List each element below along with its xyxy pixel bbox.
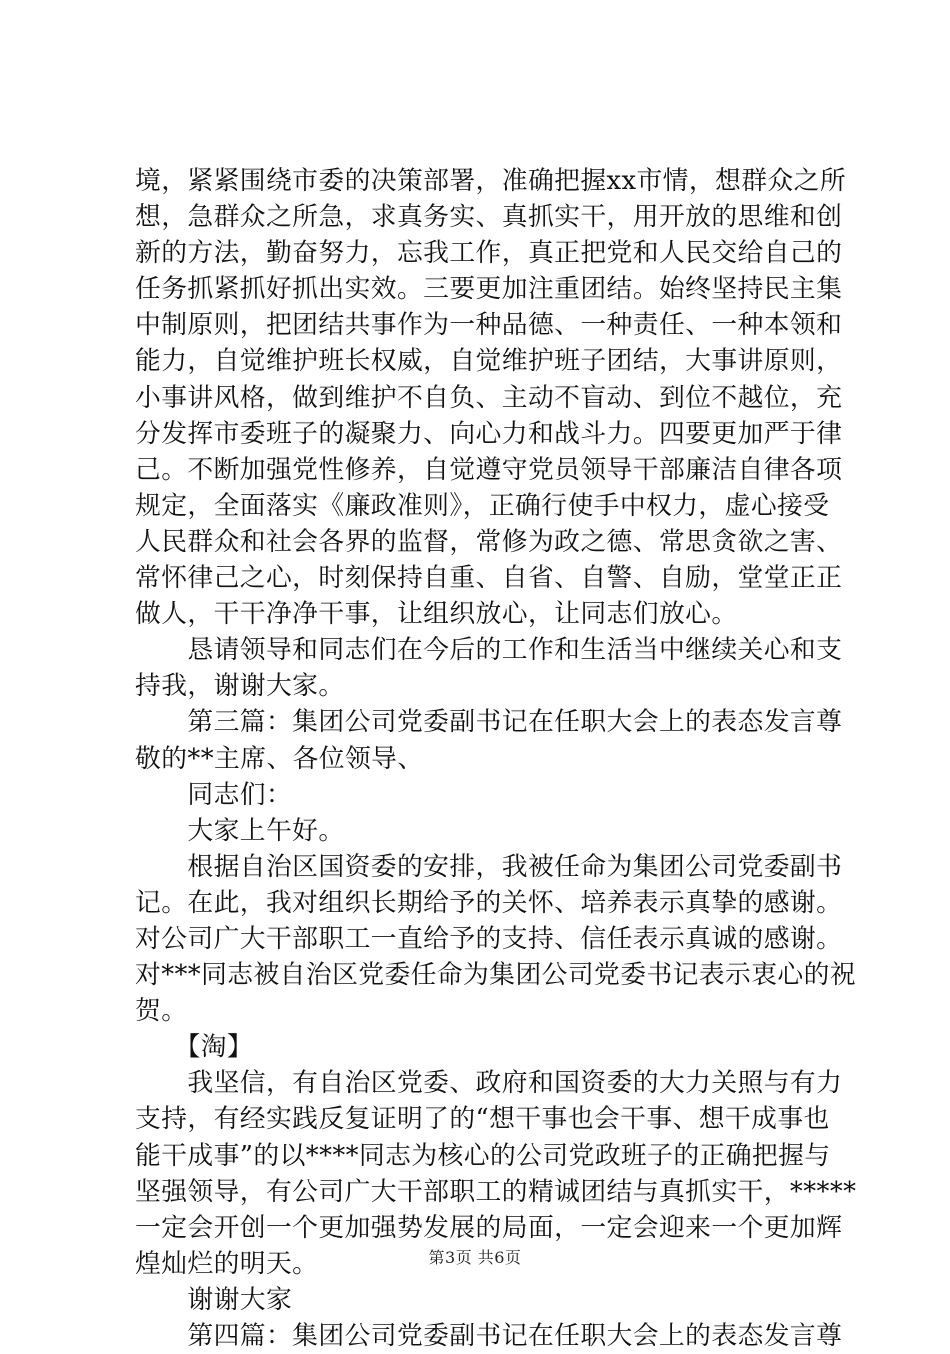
text-line: 分发挥市委班子的凝聚力、向心力和战斗力。四要更加严于律 xyxy=(135,418,843,449)
text-line: 任务抓紧抓好抓出实效。三要更加注重团结。始终坚持民主集 xyxy=(135,274,843,305)
closing-line: 谢谢大家 xyxy=(135,1284,293,1315)
greeting-line: 大家上午好。 xyxy=(135,815,345,846)
text-line: 记。在此，我对组织长期给予的关怀、培养表示真挚的感谢。 xyxy=(135,887,843,918)
bracket-tag-line: 【淘】 xyxy=(135,1032,254,1063)
text-line: 我坚信，有自治区党委、政府和国资委的大力关照与有力 xyxy=(135,1068,843,1099)
text-line: 一定会开创一个更加强势发展的局面，一定会迎来一个更加辉 xyxy=(135,1212,843,1243)
text-line: 常怀律己之心，时刻保持自重、自省、自警、自励，堂堂正正 xyxy=(135,563,843,594)
section-heading-line: 第三篇：集团公司党委副书记在任职大会上的表态发言尊 xyxy=(135,707,843,738)
text-line: 人民群众和社会各界的监督，常修为政之德、常思贪欲之害、 xyxy=(135,526,843,557)
text-line: 煌灿烂的明天。 xyxy=(135,1248,319,1279)
text-line: 恳请领导和同志们在今后的工作和生活当中继续关心和支 xyxy=(135,635,843,666)
text-line: 对***同志被自治区党委任命为集团公司党委书记表示衷心的祝 xyxy=(135,960,857,991)
section-heading-line: 敬的**主席、各位领导、 xyxy=(135,743,424,774)
text-line: 新的方法，勤奋努力，忘我工作，真正把党和人民交给自己的 xyxy=(135,238,843,269)
text-line: 根据自治区国资委的安排，我被任命为集团公司党委副书 xyxy=(135,851,843,882)
text-line: 贺。 xyxy=(135,996,188,1027)
text-line: 对公司广大干部职工一直给予的支持、信任表示真诚的感谢。 xyxy=(135,923,843,954)
section-heading-line: 第四篇：集团公司党委副书记在任职大会上的表态发言尊 xyxy=(135,1321,843,1351)
text-line: 中制原则，把团结共事作为一种品德、一种责任、一种本领和 xyxy=(135,310,843,341)
text-line: 持我，谢谢大家。 xyxy=(135,671,345,702)
text-line: 支持，有经实践反复证明了的“想干事也会干事、想干成事也 xyxy=(135,1104,830,1135)
body-text xyxy=(135,163,857,1354)
text-line: 境，紧紧围绕市委的决策部署，准确把握xx市情，想群众之所 xyxy=(135,166,847,196)
text-line: 规定，全面落实《廉政准则》，正确行使手中权力，虚心接受 xyxy=(135,490,830,521)
text-line: 坚强领导，有公司广大干部职工的精诚团结与真抓实干，***** xyxy=(135,1176,857,1207)
text-line: 想，急群众之所急，求真务实、真抓实干，用开放的思维和创 xyxy=(135,202,843,233)
text-line: 小事讲风格，做到维护不自负、主动不盲动、到位不越位，充 xyxy=(135,382,843,413)
text-line: 做人，干干净净干事，让组织放心，让同志们放心。 xyxy=(135,599,738,630)
text-line: 能干成事”的以****同志为核心的公司党政班子的正确把握与 xyxy=(135,1140,831,1171)
text-line: 己。不断加强党性修养，自觉遵守党员领导干部廉洁自律各项 xyxy=(135,454,843,485)
text-line: 能力，自觉维护班长权威，自觉维护班子团结，大事讲原则， xyxy=(135,346,843,377)
salutation-line: 同志们： xyxy=(135,779,293,810)
page-number-footer: 第3页 共6页 xyxy=(428,1248,522,1267)
